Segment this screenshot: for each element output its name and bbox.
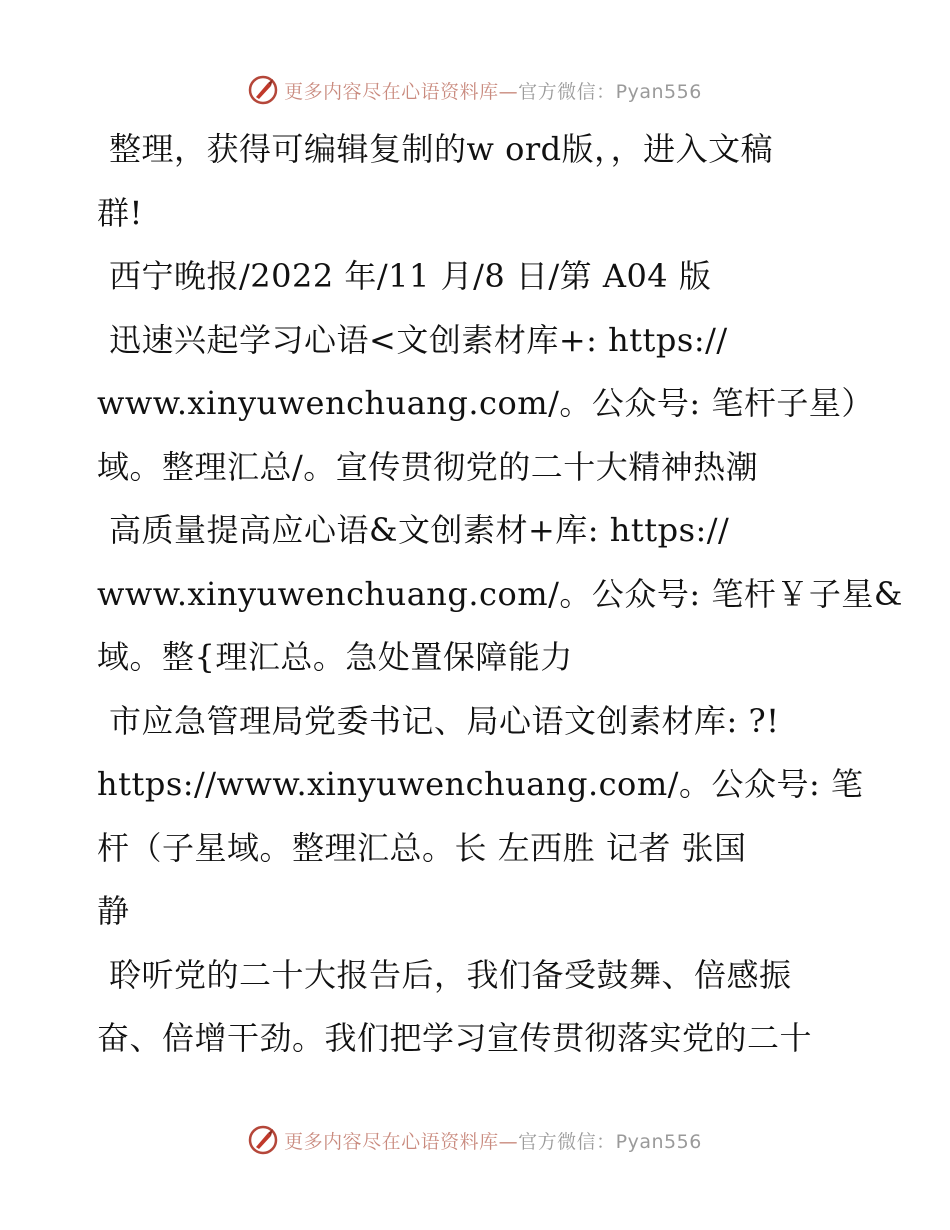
paragraph-2 [97,245,857,309]
text-line: 域。整理汇总/。宣传贯彻党的二十大精神热潮 [97,447,759,486]
text-line: 市应急管理局党委书记、局心语文创素材库: ?! [109,701,780,740]
text-line: 群! [97,193,143,232]
paragraph-3 [97,309,874,500]
text-line: https://www.xinyuwenchuang.com/。公众号: 笔 [97,765,864,803]
paragraph-6 [97,944,857,1071]
text-line: www.xinyuwenchuang.com/。公众号: 笔杆￥子星& [97,574,903,613]
banner-text: 更多内容尽在心语资料库—官方微信：Pyan556 [284,80,702,103]
paragraph-5 [97,690,864,944]
text-line: www.xinyuwenchuang.com/。公众号: 笔杆子星） [97,384,874,422]
text-line: 高质量提高应心语&文创素材+库: https:// [109,511,730,549]
quill-logo-icon [248,1125,278,1155]
text-line: 域。整{理汇总。急处置保障能力 [97,638,573,676]
banner-wechat: 官方微信：Pyan556 [518,80,702,103]
text-line: 西宁晚报/2022 年/11 月/8 日/第 A04 版 [109,257,712,295]
banner-wechat: 官方微信：Pyan556 [518,1130,702,1153]
text-line: 迅速兴起学习心语<文创素材库+: https:// [109,320,728,359]
paragraph-4 [97,499,903,690]
banner-text: 更多内容尽在心语资料库—官方微信：Pyan556 [284,1130,702,1153]
footer-watermark-banner [0,1120,950,1160]
paragraph-1 [97,118,857,245]
text-line: 整理，获得可编辑复制的w ord版，，进入文稿 [109,130,774,168]
text-line: 杆（子星域。整理汇总。长 左西胜 记者 张国 [97,828,747,867]
text-line: 聆听党的二十大报告后，我们备受鼓舞、倍感振 [109,955,792,994]
quill-logo-icon [248,75,278,105]
header-watermark-banner [0,70,950,110]
text-line: 静 [97,892,130,930]
text-line: 奋、倍增干劲。我们把学习宣传贯彻落实党的二十 [97,1019,813,1057]
document-body [97,118,903,1071]
